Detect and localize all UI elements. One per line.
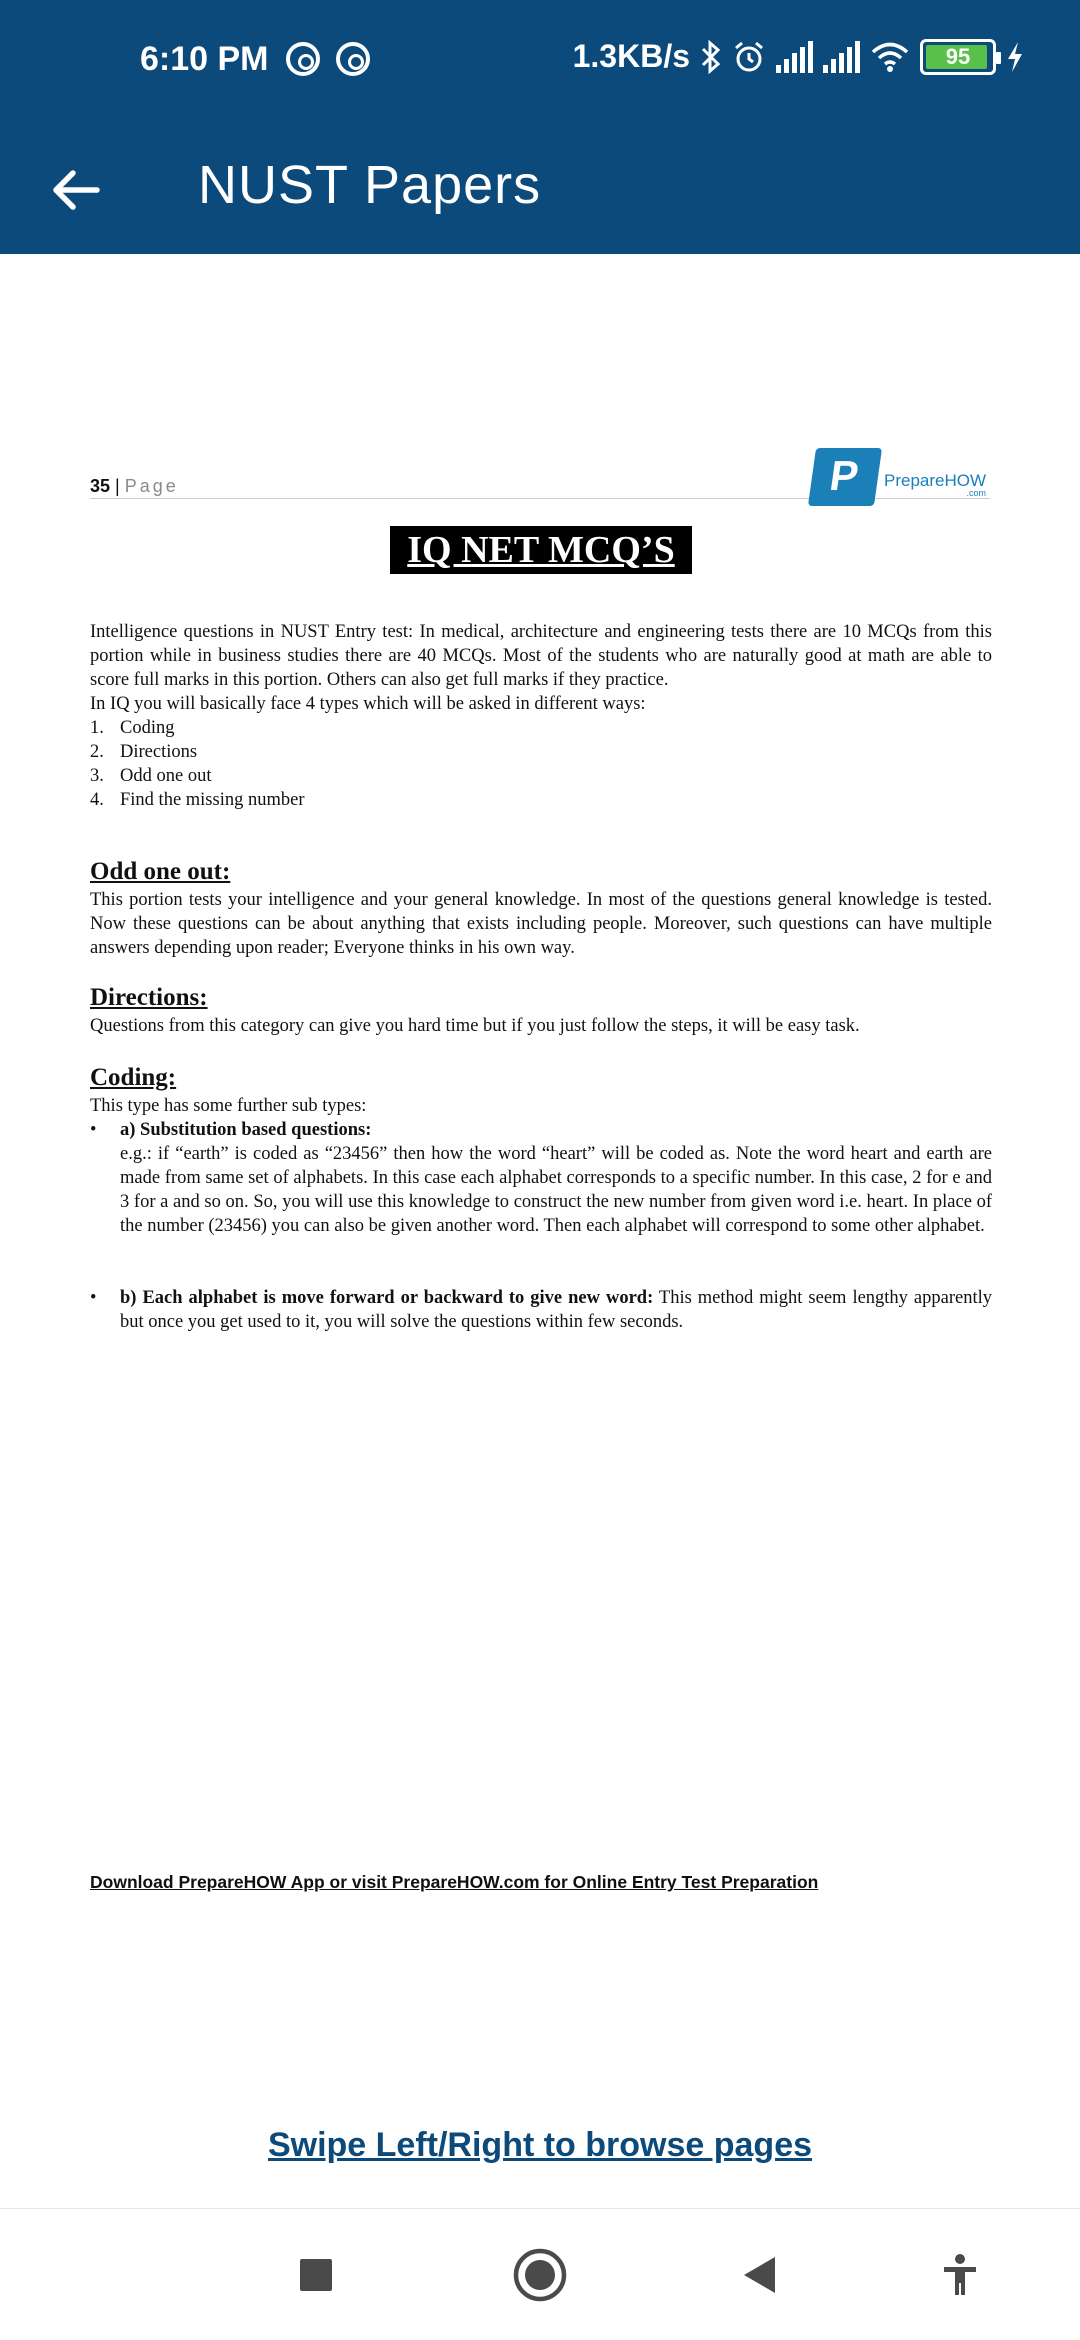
list-item-label: Odd one out (120, 766, 212, 786)
bullet-shift (90, 1286, 992, 1334)
directions-paragraph: Questions from this category can give you hard time but if you just follow the steps, it will be easy task. (90, 1016, 860, 1036)
logo-text: PrepareHOW (884, 471, 987, 490)
status-time: 6:10 PM (140, 40, 269, 78)
intro-text-2: In IQ you will basically face 4 types which will be asked in different ways: (90, 694, 646, 714)
directions-heading: Directions: (90, 984, 208, 1011)
recents-button[interactable] (280, 2239, 352, 2311)
swipe-hint: Swipe Left/Right to browse pages (267, 2126, 813, 2164)
back-button[interactable] (40, 154, 112, 226)
charging-icon (1006, 41, 1024, 73)
page-number: 35 | Page (90, 476, 179, 496)
status-right-group (573, 38, 1024, 75)
bullet-title: a) Substitution based questions: (120, 1120, 372, 1140)
navigation-bar (0, 2209, 1080, 2340)
odd-one-out-heading: Odd one out: (90, 858, 231, 885)
bullet-text: e.g.: if “earth” is coded as “23456” then how the word “heart” will be coded as. Note the word heart and earth are made from same set of alphabets. In this case each alphabet corresponds to a specific number. In this case, 2 for e and 3 for a and so on. So, you will use this knowledge to construct the new number from given word i.e. heart. In place of the number (23456) you can also be given another word. Then each alphabet will correspond to some other alphabet. (120, 1144, 992, 1236)
home-button[interactable] (504, 2239, 576, 2311)
wifi-icon (870, 40, 910, 74)
list-item (90, 740, 305, 764)
document-page[interactable] (0, 254, 1080, 2174)
square-icon (298, 2257, 334, 2293)
types-list (90, 716, 305, 812)
arrow-left-icon (51, 168, 101, 212)
bluetooth-icon (700, 40, 722, 74)
list-item (90, 716, 305, 740)
network-speed: 1.3KB/s (572, 38, 690, 74)
bullet-dot: • (90, 1120, 97, 1140)
list-item-number: 3. (90, 766, 104, 786)
document-title: IQ NET MCQ’S (390, 526, 692, 574)
app-bar (0, 124, 1080, 254)
page-number-value: 35 (90, 476, 111, 496)
list-item-number: 2. (90, 742, 104, 762)
page-label: Page (124, 476, 179, 496)
home-circle-icon (512, 2247, 568, 2303)
battery-icon (920, 39, 996, 75)
coding-heading: Coding: (90, 1064, 177, 1091)
notification-icon (336, 42, 370, 76)
preparehow-logo (812, 448, 986, 506)
list-item-label: Find the missing number (120, 790, 305, 810)
list-item-label: Directions (120, 742, 198, 762)
list-item-number: 4. (90, 790, 104, 810)
bullet-text: This method might seem lengthy apparently but once you get used to it, you will solve the questions within few seconds. (120, 1288, 992, 1332)
system-back-button[interactable] (724, 2239, 796, 2311)
list-item-number: 1. (90, 718, 104, 738)
list-item (90, 788, 305, 812)
app-title: NUST Papers (198, 155, 542, 215)
alarm-icon (732, 40, 766, 74)
logo-sub: .com (966, 488, 987, 498)
status-bar (0, 0, 1080, 124)
triangle-back-icon (741, 2255, 779, 2295)
accessibility-icon (940, 2253, 980, 2297)
coding-paragraph: This type has some further sub types: (90, 1096, 367, 1116)
signal-icon (823, 41, 860, 73)
odd-one-out-paragraph: This portion tests your intelligence and your general knowledge. In most of the questions general knowledge is tested. Now these questions can be about anything that exists including people. Moreover, such questions can have multiple answers depending upon reader; Everyone thinks in his own way. (90, 890, 992, 958)
signal-icon (776, 41, 813, 73)
status-notification-icons (286, 42, 370, 76)
intro-text: Intelligence questions in NUST Entry test: In medical, architecture and engineering tests there are 10 MCQs from this portion while in business studies there are 40 MCQs. Most of the students who are naturally good at math are able to score full marks in this portion. Others can also get full marks if they practice. (90, 622, 992, 690)
accessibility-button[interactable] (924, 2239, 996, 2311)
notification-icon (286, 42, 320, 76)
battery-level: 95 (945, 43, 971, 69)
list-item-label: Coding (120, 718, 175, 738)
logo-icon: P (808, 448, 882, 506)
bullet-substitution (90, 1118, 992, 1238)
page-footer: Download PrepareHOW App or visit PrepareHOW.com for Online Entry Test Preparation (90, 1872, 819, 1892)
bullet-dot: • (90, 1288, 97, 1308)
list-item (90, 764, 305, 788)
bullet-title: b) Each alphabet is move forward or backward to give new word: (120, 1288, 654, 1308)
intro-paragraph (90, 620, 992, 716)
